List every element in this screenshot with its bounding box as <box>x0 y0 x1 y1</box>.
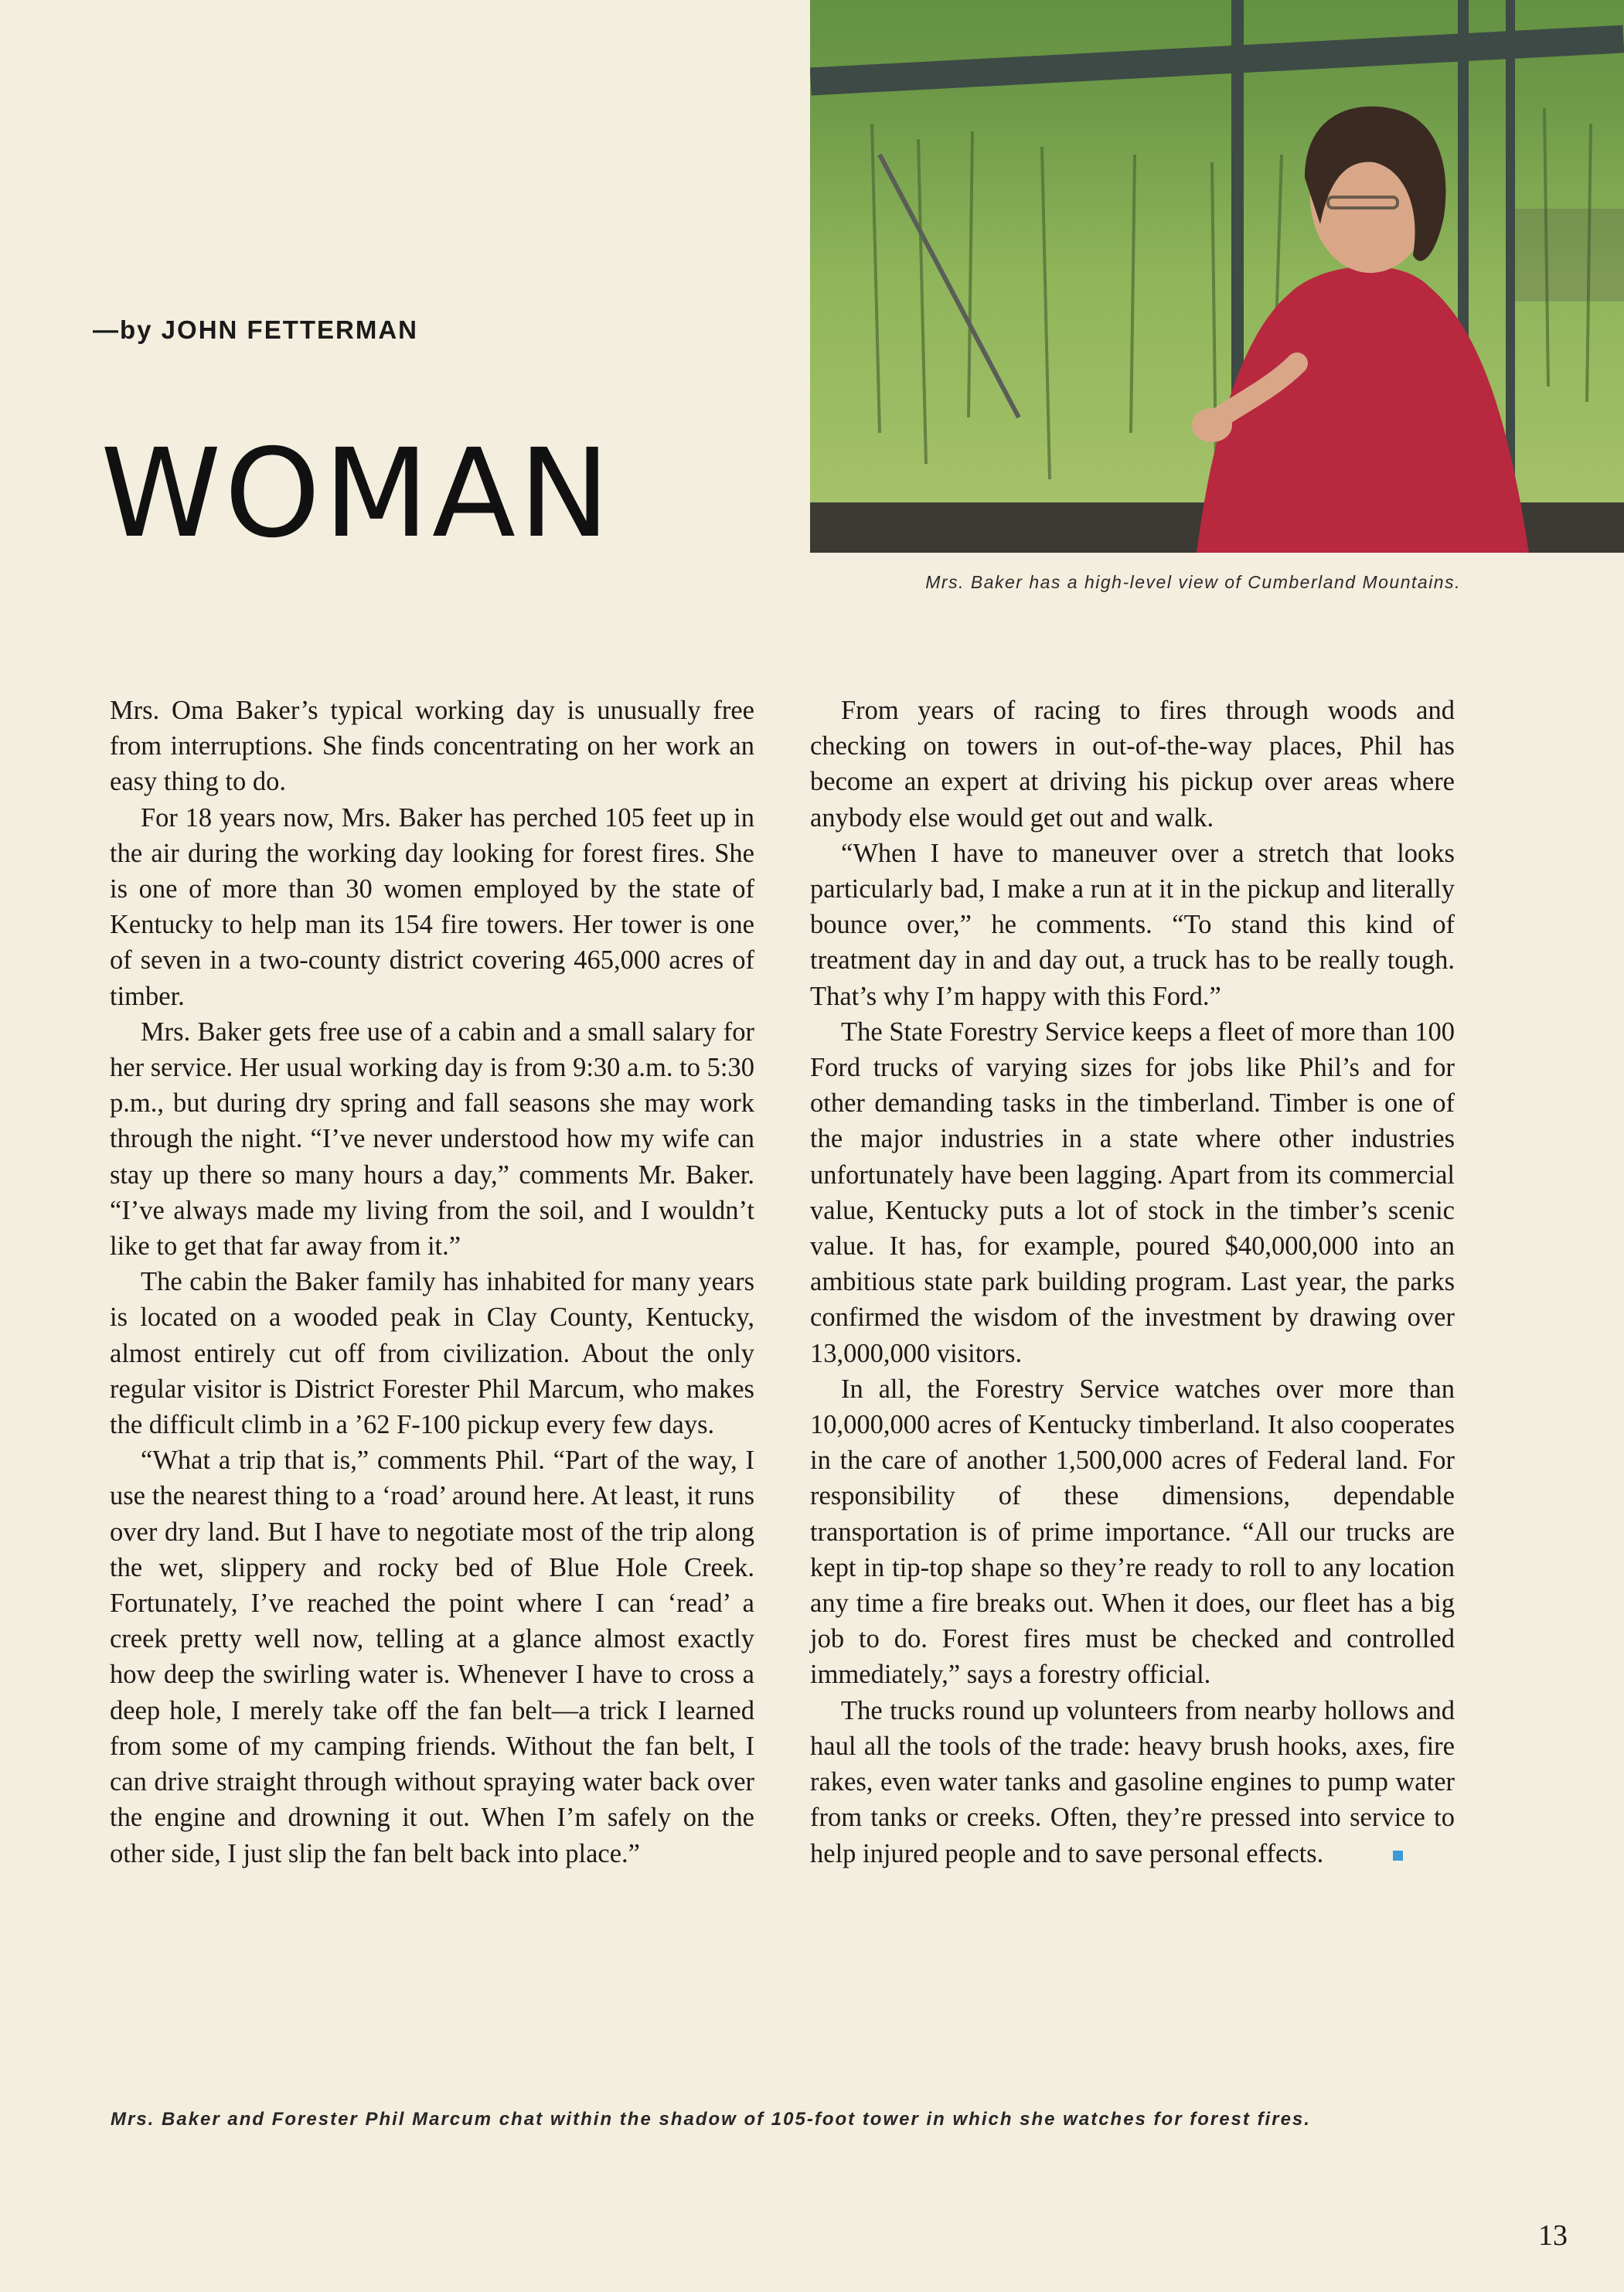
byline: —by JOHN FETTERMAN <box>93 315 419 344</box>
paragraph-text: The trucks round up volunteers from nearby hollows and haul all the tools of the trade: heavy brush hooks, axes, fire rakes, even water tanks and gasoline engines to pump water from tanks or creeks. Often, they’re pressed into service to help injured people and to save personal effects. <box>810 1695 1455 1868</box>
photo-caption: Mrs. Baker has a high-level view of Cumberland Mountains. <box>925 572 1461 592</box>
tower-photo <box>810 0 1624 553</box>
paragraph: The cabin the Baker family has inhabited for many years is located on a wooded peak in Clay County, Kentucky, almost entirely cut off from civilization. About the only regular visitor is District Forester Phil Marcum, who makes the difficult climb in a ’62 F-100 pickup every few days. <box>110 1267 754 1440</box>
paragraph: “What a trip that is,” comments Phil. “Part of the way, I use the nearest thing to a ‘road’ around here. At least, it runs over dry land. But I have to negotiate most of the trip along the wet, slippery and rocky bed of Blue Hole Creek. Fortunately, I’ve reached the point where I can ‘read’ a creek pretty well now, telling at a glance almost exactly how deep the swirling water is. Whenever I have to cross a deep hole, I merely take off the fan belt—a trick I learned from some of my camping friends. Without the fan belt, I can drive straight through without spraying water back over the engine and drowning it out. When I’m safely on the other side, I just slip the fan belt back into place.” <box>110 1446 754 1868</box>
end-of-article-mark-icon <box>1393 1851 1403 1861</box>
paragraph: For 18 years now, Mrs. Baker has perched 105 feet up in the air during the working day looking for forest fires. She is one of more than 30 women employed by the state of Kentucky to help man its 154 fire towers. Her tower is one of seven in a two-county district covering 465,000 acres of timber. <box>110 802 754 1011</box>
bottom-photo-caption: Mrs. Baker and Forester Phil Marcum chat within the shadow of 105-foot tower in which she watches for forest fires. <box>111 2109 1311 2130</box>
paragraph <box>810 1693 1455 1871</box>
page-number: 13 <box>1538 2219 1568 2252</box>
paragraph: Mrs. Oma Baker’s typical working day is unusually free from interruptions. She finds concentrating on her work an easy thing to do. <box>110 696 754 797</box>
paragraph: From years of racing to fires through woods and checking on towers in out-of-the-way places, Phil has become an expert at driving his pickup over areas where anybody else would get out and walk. <box>810 696 1455 833</box>
article-column-right <box>810 693 1455 1871</box>
article-column-left <box>110 693 754 1871</box>
paragraph: In all, the Forestry Service watches over more than 10,000,000 acres of Kentucky timberland. It also cooperates in the care of another 1,500,000 acres of Federal land. For responsibility of these dimensions, dependable transportation is of prime importance. “All our trucks are kept in tip-top shape so they’re ready to roll to any location any time a fire breaks out. When it does, our fleet has a big job to do. Forest fires must be checked and controlled immediately,” says a forestry official. <box>810 1374 1455 1690</box>
paragraph: Mrs. Baker gets free use of a cabin and a small salary for her service. Her usual working day is from 9:30 a.m. to 5:30 p.m., but during dry spring and fall seasons she may work through the night. “I’ve never understood how my wife can stay up there so many hours a day,” comments Mr. Baker. “I’ve always made my living from the soil, and I wouldn’t like to get that far away from it.” <box>110 1017 754 1262</box>
paragraph: The State Forestry Service keeps a fleet of more than 100 Ford trucks of varying sizes for jobs like Phil’s and for other demanding tasks in the timberland. Timber is one of the major industries in a state where other industries unfortunately have been lagging. Apart from its commercial value, Kentucky puts a lot of stock in the timber’s scenic value. It has, for example, poured $40,000,000 into an ambitious state park building program. Last year, the parks confirmed the wisdom of the investment by drawing over 13,000,000 visitors. <box>810 1017 1455 1368</box>
paragraph: “When I have to maneuver over a stretch that looks particularly bad, I make a run at it in the pickup and literally bounce over,” he comments. “To stand this kind of treatment day in and day out, a truck has to be really tough. That’s why I’m happy with this Ford.” <box>810 838 1455 1011</box>
article-title: WOMAN <box>100 423 614 565</box>
